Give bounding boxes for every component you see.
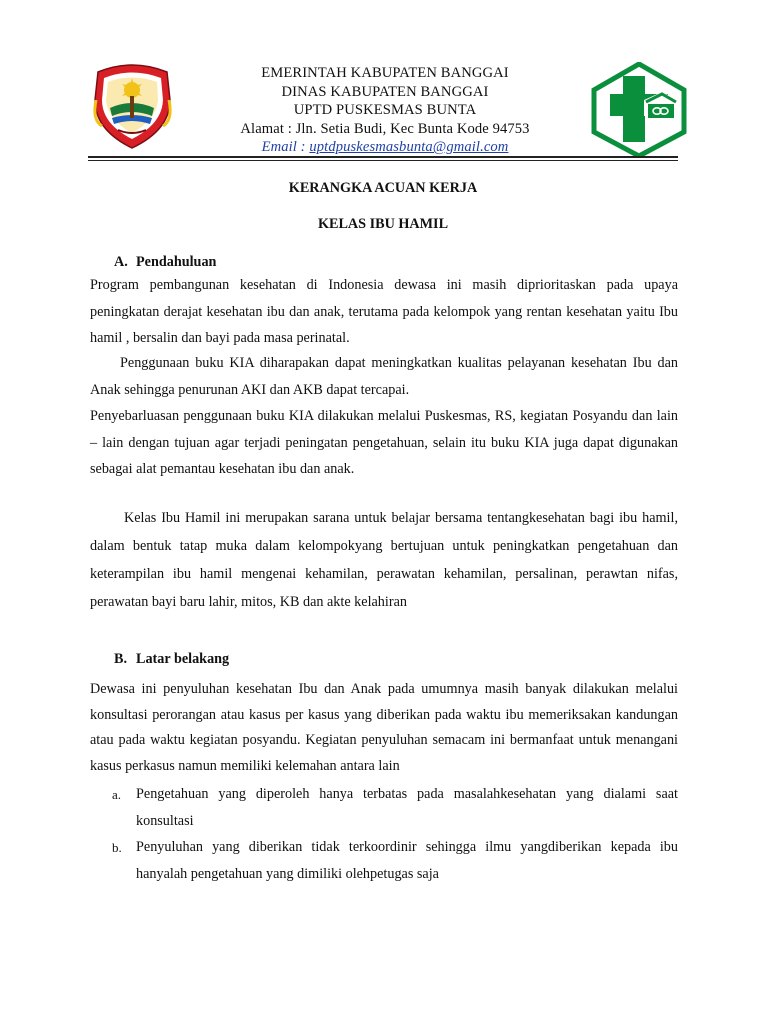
section-a-heading: [114, 254, 216, 271]
letterhead-text: [200, 64, 570, 157]
header-line-1: EMERINTAH KABUPATEN BANGGAI: [261, 65, 509, 81]
header-line-3: UPTD PUSKESMAS BUNTA: [293, 102, 477, 118]
header-rule-thick: [88, 156, 678, 158]
email-label: Email :: [261, 139, 306, 155]
section-a-paragraph-2: Penggunaan buku KIA diharapakan dapat meningkatkan kualitas pelayanan kesehatan Ibu dan Anak sehingga penurunan AKI dan AKB dapat tercapai.: [90, 355, 678, 398]
list-marker: a.: [112, 787, 122, 802]
email-link[interactable]: uptdpuskesmasbunta@gmail.com: [309, 139, 509, 155]
header-line-2: DINAS KABUPATEN BANGGAI: [281, 83, 489, 100]
section-a-paragraph-1: Program pembangunan kesehatan di Indonesia dewasa ini masih diprioritaskan pada upaya peningkatan derajat kesehatan ibu dan anak, terutama pada kelompok yang rentan kesehatan yaitu Ibu hamil , bersalin dan bayi pada masa perinatal.: [90, 277, 678, 346]
header-email-line: [200, 138, 570, 157]
section-b-paragraph: Dewasa ini penyuluhan kesehatan Ibu dan Anak pada umumnya masih banyak dilakukan melalui konsultasi perorangan atau kasus per kasus yang diberikan pada waktu ibu memeriksakan kandungan atau pada waktu kegiatan posyandu. Kegiatan penyuluhan semacam ini bermanfaat untuk menangani kasus perkasus namun memiliki kelemahan antara lain: [90, 681, 678, 774]
section-a-title: Pendahuluan: [136, 254, 217, 270]
document-subtitle: KELAS IBU HAMIL: [317, 216, 449, 232]
regency-crest-icon: [90, 60, 175, 150]
section-b-title: Latar belakang: [136, 651, 230, 667]
section-a-paragraph-4: Kelas Ibu Hamil ini merupakan sarana untuk belajar bersama tentangkesehatan bagi ibu hamil, dalam bentuk tatap muka dalam kelompokyang bertujuan untuk peningkatkan pengetahuan dan keterampilan ibu hamil mengenai kehamilan, perawatan kehamilan, persalinan, perawtan nifas, perawatan bayi baru lahir, mitos, KB dan akte kelahiran: [90, 510, 678, 610]
section-b-heading: [114, 651, 229, 668]
document-title: KERANGKA ACUAN KERJA: [288, 180, 478, 196]
list-item: [112, 834, 678, 888]
list-item-text: Penyuluhan yang diberikan tidak terkoordinir sehingga ilmu yangdiberikan kepada ibu hanyalah pengetahuan yang dimiliki olehpetugas saja: [136, 839, 678, 882]
list-marker: b.: [112, 840, 122, 855]
section-b-number: B.: [114, 651, 128, 667]
section-a-number: A.: [114, 254, 128, 270]
section-a-paragraph-3: Penyebarluasan penggunaan buku KIA dilakukan melalui Puskesmas, RS, kegiatan Posyandu dan lain – lain dengan tujuan agar terjadi peningatan pengetahuan, selain itu buku KIA juga dapat digunakan sebagai alat pemantau kesehatan ibu dan anak.: [90, 408, 678, 477]
list-item: [112, 781, 678, 835]
header-rule-thin: [88, 160, 678, 161]
list-item-text: Pengetahuan yang diperoleh hanya terbatas pada masalahkesehatan yang dialami saat konsultasi: [136, 786, 678, 829]
puskesmas-cross-icon: [590, 62, 688, 158]
header-address: Alamat : Jln. Setia Budi, Kec Bunta Kode 94753: [240, 120, 530, 137]
